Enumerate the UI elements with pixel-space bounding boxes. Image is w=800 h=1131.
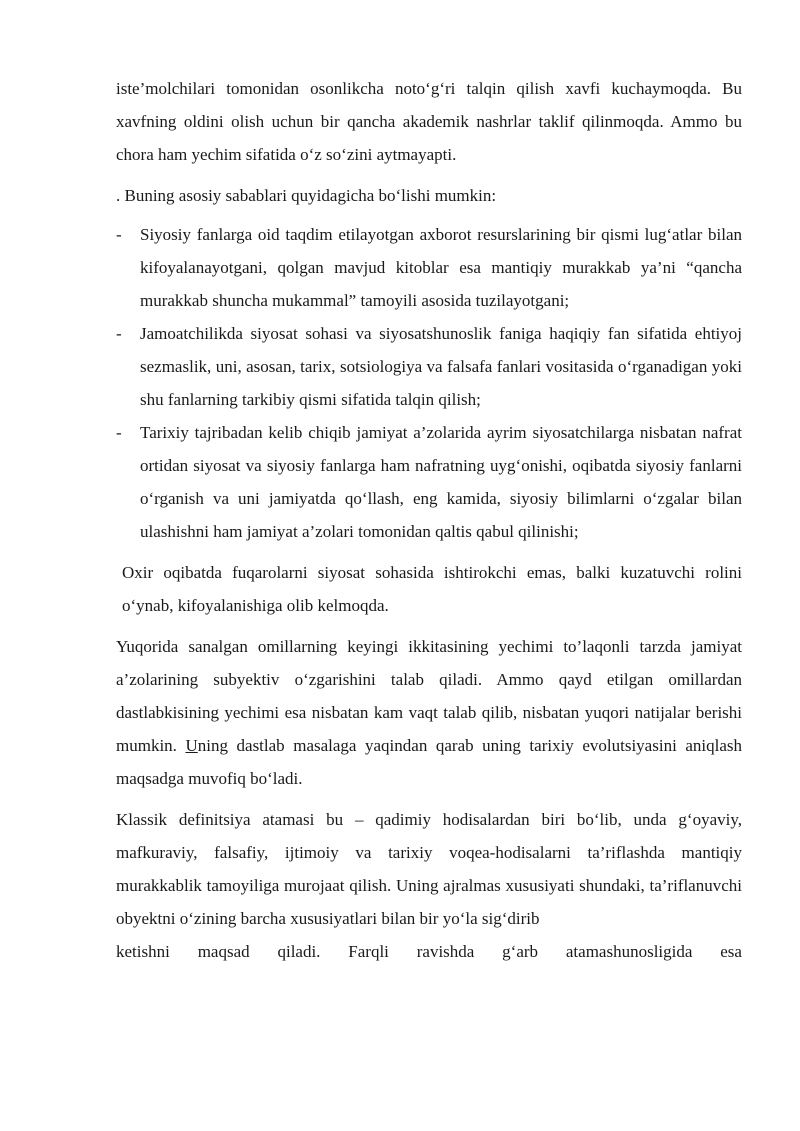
reasons-list [116,218,742,548]
paragraph-4-underlined-letter: U [185,736,198,755]
paragraph-4 [116,630,742,795]
list-item [116,317,742,416]
list-item [116,218,742,317]
paragraph-1: iste’molchilari tomonidan osonlikcha noto‘g‘ri talqin qilish xavfi kuchaymoqda. Bu xavfning oldini olish uchun bir qancha akademik nashrlar taklif qilinmoqda. Ammo bu chora ham yechim sifatida o‘z so‘zini aytmayapti. [116,79,742,164]
word: ravishda [416,942,475,961]
paragraph-4-text-b: ning dastlab masalaga yaqindan qarab uning tarixiy evolutsiyasini aniqlash maqsadga muvofiq bo‘ladi. [116,736,742,788]
word: esa [720,942,742,961]
list-marker: - [116,423,122,442]
paragraph-4-text-a: Yuqorida sanalgan omillarning keyingi ikkitasining yechimi to’laqonli tarzda jamiyat a’zolarining subyektiv o‘zgarishini talab qiladi. Ammo qayd etilgan omillardan dastlabkisining yechimi esa nisbatan kam vaqt talab qilib, nisbatan yuqori natijalar berishi mumkin. [116,637,742,755]
word: qiladi. [277,942,321,961]
list-item [116,416,742,548]
paragraph-5-last-line [116,935,742,968]
word: Farqli [348,942,389,961]
word: maqsad [197,942,250,961]
paragraph-3 [116,556,742,622]
list-item-text: Siyosiy fanlarga oid taqdim etilayotgan axborot resurslarining bir qismi lug‘atlar bilan kifoyalanayotgani, qolgan mavjud kitoblar esa mantiqiy murakkab ya’ni “qancha murakkab shuncha mukammal” tamoyili asosida tuzilayotgani; [140,225,742,310]
list-marker: - [116,225,122,244]
word: ketishni [116,942,170,961]
word: g‘arb [502,942,539,961]
list-marker: - [116,324,122,343]
list-item-text: Tarixiy tajribadan kelib chiqib jamiyat a’zolarida ayrim siyosatchilarga nisbatan nafrat ortidan siyosat va siyosiy fanlarga ham nafratning uyg‘onishi, oqibatda siyosiy fanlarni o‘rganish va uni jamiyatda qo‘llash, eng kamida, siyosiy bilimlarni o‘zgalar bilan ulashishni ham jamiyat a’zolari tomonidan qaltis qabul qilinishi; [140,423,742,541]
list-item-text: Jamoatchilikda siyosat sohasi va siyosatshunoslik faniga haqiqiy fan sifatida ehtiyoj sezmaslik, uni, asosan, tarix, sotsiologiya va falsafa fanlari vositasida o‘rganadigan yoki shu fanlarning tarkibiy qismi sifatida talqin qilish; [140,324,742,409]
paragraph-2: . Buning asosiy sabablari quyidagicha bo‘lishi mumkin: [116,186,497,205]
word: atamashunosligida [565,942,693,961]
paragraph-5: Klassik definitsiya atamasi bu – qadimiy hodisalardan biri bo‘lib, unda g‘oyaviy, mafkuraviy, falsafiy, ijtimoiy va tarixiy voqea-hodisalarni ta’riflashda mantiqiy murakkablik tamoyiliga murojaat qilish. Uning ajralmas xususiyati shundaki, ta’riflanuvchi obyektni o‘zining barcha xususiyatlari bilan bir yo‘la sig‘dirib [116,810,742,928]
document-page [116,72,742,968]
paragraph-3-text: Oxir oqibatda fuqarolarni siyosat sohasida ishtirokchi emas, balki kuzatuvchi rolini o‘ynab, kifoyalanishiga olib kelmoqda. [122,563,742,615]
